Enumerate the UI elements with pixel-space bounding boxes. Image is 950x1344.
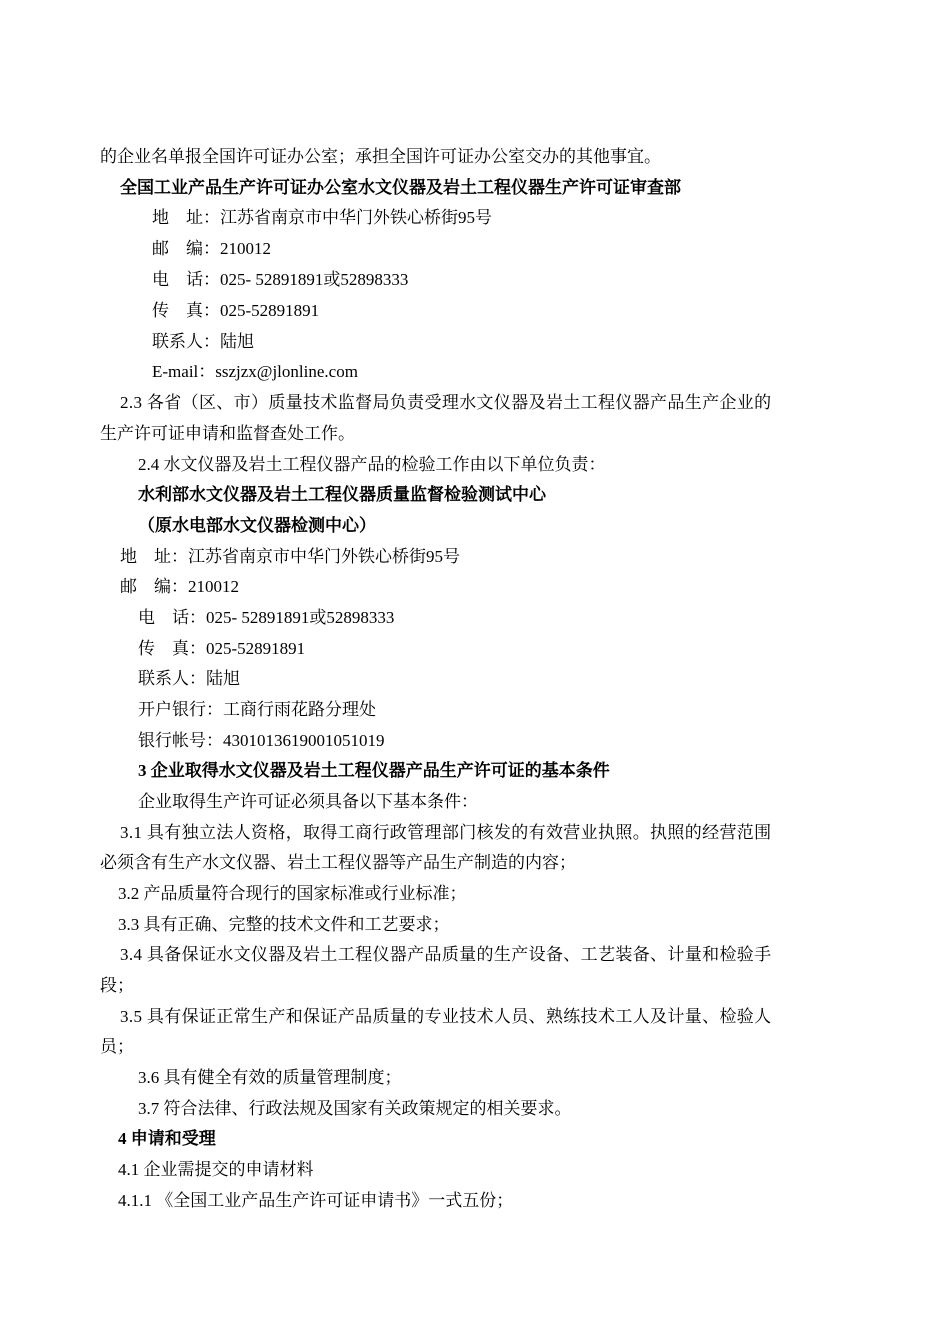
text-line: 必须含有生产水文仪器、岩土工程仪器等产品生产制造的内容； [100,853,576,872]
text-line: 生产许可证申请和监督查处工作。 [100,424,355,443]
address-line: 地 址：江苏省南京市中华门外铁心桥街95号 [152,208,492,227]
text-line: 3.5 具有保证正常生产和保证产品质量的专业技术人员、熟练技术工人及计量、检验人 [120,1007,772,1026]
email-line: E-mail：sszjzx@jlonline.com [152,362,358,381]
section-heading: 全国工业产品生产许可证办公室水文仪器及岩土工程仪器生产许可证审查部 [120,178,681,197]
text-line: 员； [100,1037,134,1056]
text-line: 的企业名单报全国许可证办公室；承担全国许可证办公室交办的其他事宜。 [100,147,661,166]
phone-line: 电 话：025- 52891891或52898333 [138,608,395,627]
section-heading: 4 申请和受理 [118,1129,216,1148]
postcode-line: 邮 编：210012 [120,577,239,596]
contact-line: 联系人：陆旭 [138,669,240,688]
text-line: 3.7 符合法律、行政法规及国家有关政策规定的相关要求。 [138,1099,572,1118]
text-line: 4.1 企业需提交的申请材料 [118,1160,314,1179]
text-line: 3.4 具备保证水文仪器及岩土工程仪器产品质量的生产设备、工艺装备、计量和检验手 [120,945,772,964]
text-line: 3.2 产品质量符合现行的国家标准或行业标准； [118,884,467,903]
postcode-line: 邮 编：210012 [152,239,271,258]
text-line: 4.1.1 《全国工业产品生产许可证申请书》一式五份； [118,1191,514,1210]
account-line: 银行帐号：4301013619001051019 [138,731,385,750]
contact-line: 联系人：陆旭 [152,332,254,351]
fax-line: 传 真：025-52891891 [152,301,320,320]
section-subheading: （原水电部水文仪器检测中心） [138,516,376,535]
text-line: 段； [100,976,134,995]
text-line: 企业取得生产许可证必须具备以下基本条件： [138,792,478,811]
text-line: 3.6 具有健全有效的质量管理制度； [138,1068,402,1087]
text-line: 3.3 具有正确、完整的技术文件和工艺要求； [118,915,450,934]
text-line: 3.1 具有独立法人资格，取得工商行政管理部门核发的有效营业执照。执照的经营范围 [120,823,772,842]
section-heading: 3 企业取得水文仪器及岩土工程仪器产品生产许可证的基本条件 [138,761,610,780]
fax-line: 传 真：025-52891891 [138,639,306,658]
phone-line: 电 话：025- 52891891或52898333 [152,270,409,289]
address-line: 地 址：江苏省南京市中华门外铁心桥街95号 [120,547,460,566]
section-heading: 水利部水文仪器及岩土工程仪器质量监督检验测试中心 [138,485,546,504]
text-line: 2.4 水文仪器及岩土工程仪器产品的检验工作由以下单位负责： [138,455,606,474]
bank-line: 开户银行：工商行雨花路分理处 [138,700,376,719]
text-line: 2.3 各省（区、市）质量技术监督局负责受理水文仪器及岩土工程仪器产品生产企业的 [120,393,772,412]
